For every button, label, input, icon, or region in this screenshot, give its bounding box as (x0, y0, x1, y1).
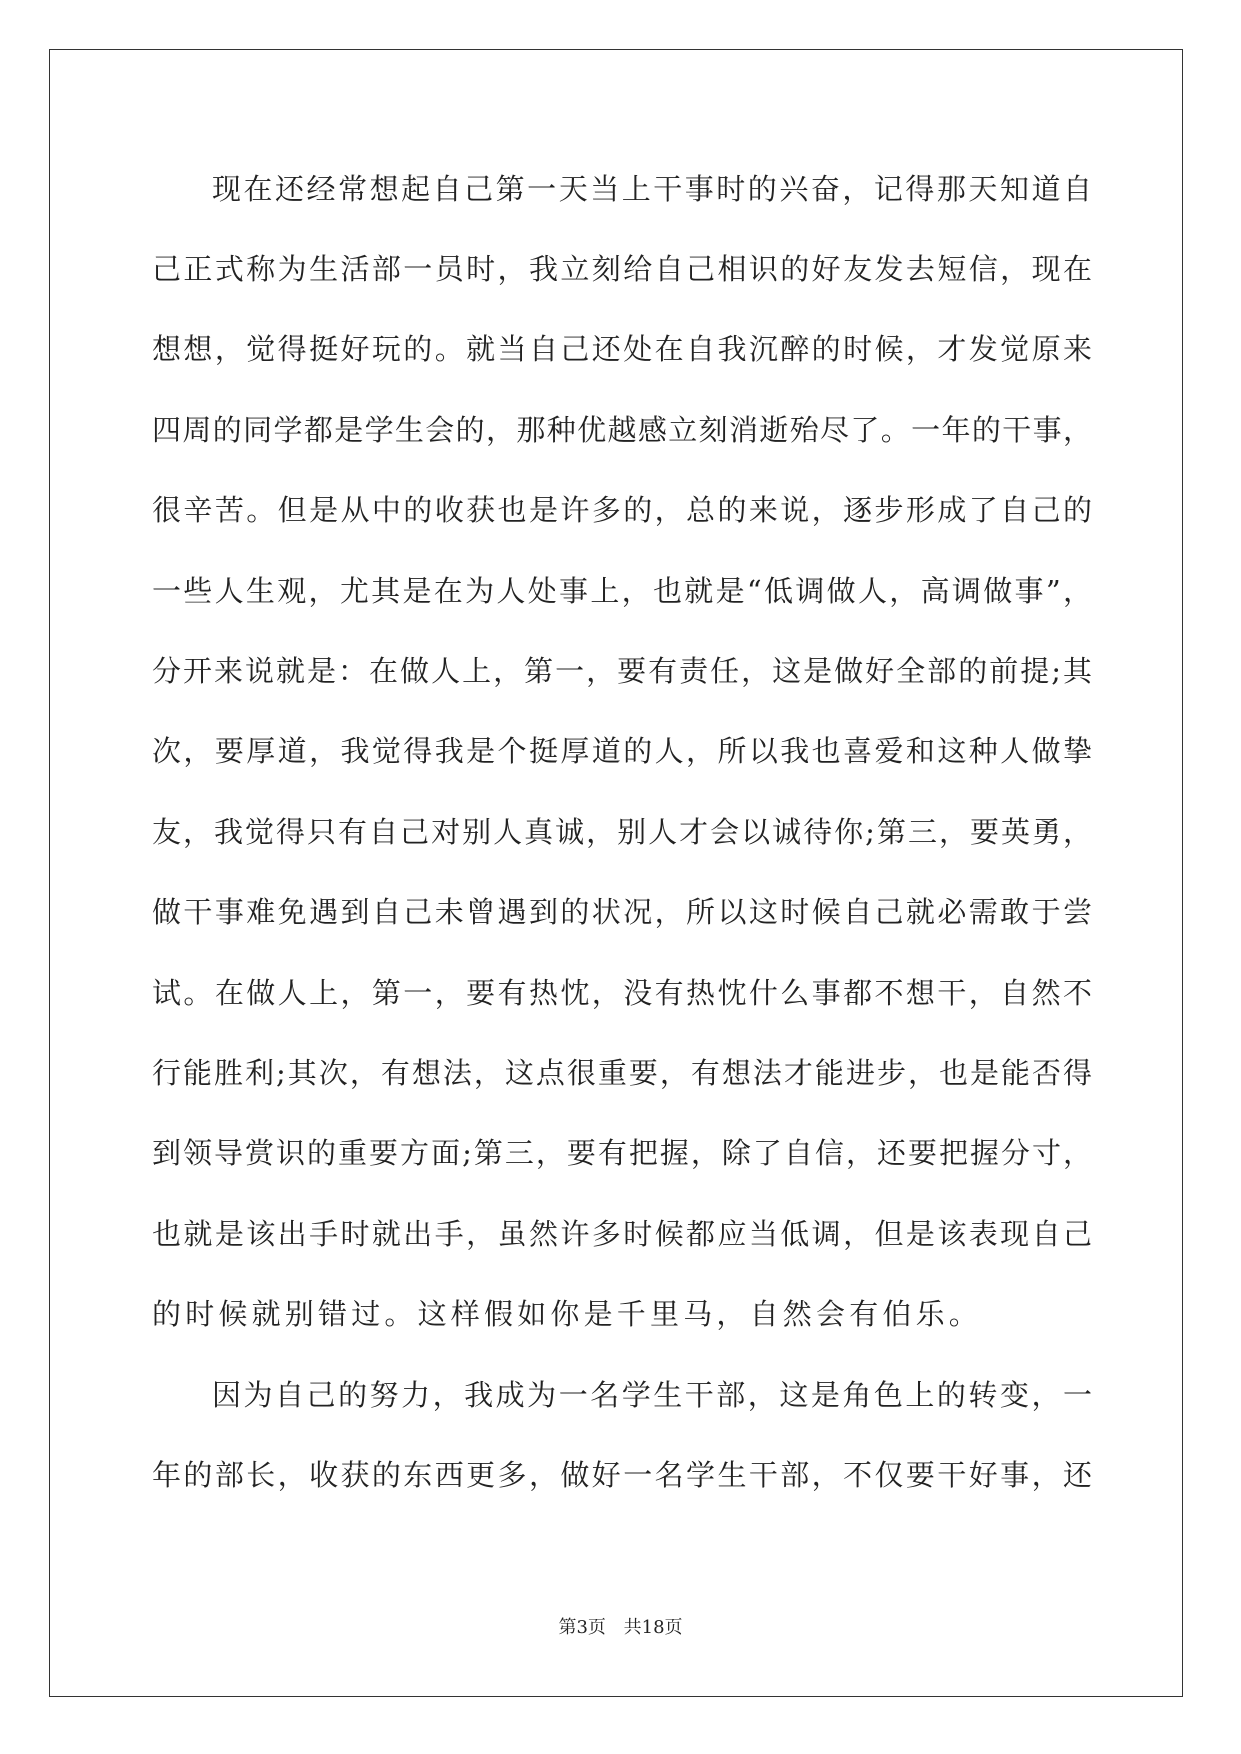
text-line: 做干事难免遇到自己未曾遇到的状况，所以这时候自己就必需敢于尝 (152, 895, 1092, 929)
text-line: 己正式称为生活部一员时，我立刻给自己相识的好友发去短信，现在 (152, 252, 1092, 286)
text-line: 很辛苦。但是从中的收获也是许多的，总的来说，逐步形成了自己的 (152, 493, 1092, 527)
text-line: 现在还经常想起自己第一天当上干事时的兴奋，记得那天知道自 (212, 172, 1092, 206)
text-line: 四周的同学都是学生会的，那种优越感立刻消逝殆尽了。一年的干事， (152, 413, 1092, 447)
text-line: 试。在做人上，第一，要有热忱，没有热忱什么事都不想干，自然不 (152, 976, 1092, 1010)
text-line: 到领导赏识的重要方面;第三，要有把握，除了自信，还要把握分寸， (152, 1136, 1092, 1170)
text-line: 因为自己的努力，我成为一名学生干部，这是角色上的转变，一 (212, 1378, 1092, 1412)
text-line: 分开来说就是：在做人上，第一，要有责任，这是做好全部的前提;其 (152, 654, 1092, 688)
text-line: 行能胜利;其次，有想法，这点很重要，有想法才能进步，也是能否得 (152, 1056, 1092, 1090)
text-line: 的时候就别错过。这样假如你是千里马，自然会有伯乐。 (152, 1297, 983, 1331)
page-total: 共18页 (623, 1617, 683, 1638)
text-line: 友，我觉得只有自己对别人真诚，别人才会以诚待你;第三，要英勇， (152, 815, 1092, 849)
text-line: 也就是该出手时就出手，虽然许多时候都应当低调，但是该表现自己 (152, 1217, 1092, 1251)
page-number: 第3页 (558, 1617, 606, 1638)
text-line: 一些人生观，尤其是在为人处事上，也就是“低调做人，高调做事”， (152, 574, 1092, 608)
page-footer (0, 1616, 1241, 1640)
text-line: 年的部长，收获的东西更多，做好一名学生干部，不仅要干好事，还 (152, 1458, 1092, 1492)
text-line: 次，要厚道，我觉得我是个挺厚道的人，所以我也喜爱和这种人做挚 (152, 734, 1092, 768)
text-line: 想想，觉得挺好玩的。就当自己还处在自我沉醉的时候，才发觉原来 (152, 332, 1092, 366)
